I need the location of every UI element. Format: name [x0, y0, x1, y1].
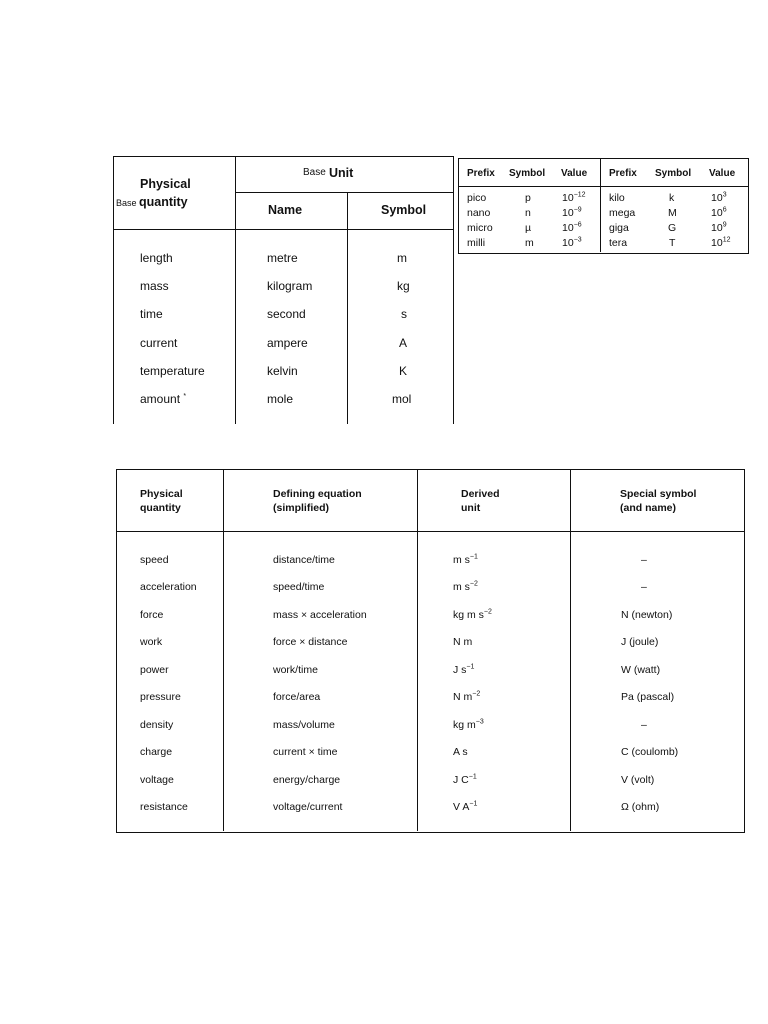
header-physical: Physical — [140, 177, 191, 191]
row-unit-symbol: s — [401, 307, 407, 321]
table-border — [113, 156, 114, 424]
header-prefix: Prefix — [467, 168, 495, 179]
prefix-symbol: T — [669, 237, 676, 249]
header-prefix: Prefix — [609, 168, 637, 179]
footnote-mark: * — [183, 393, 187, 400]
row-special-symbol: N (newton) — [621, 609, 673, 621]
header-base-unit-small: Base — [303, 167, 326, 178]
header-divider — [113, 229, 454, 230]
row-derived-unit: N $m^{-2}$ — [453, 690, 481, 703]
header-base-prefix: Base — [116, 198, 137, 208]
prefix-name: giga — [609, 222, 629, 234]
prefix-value: $10^{12}$ — [711, 236, 731, 249]
row-unit-name: kelvin — [267, 364, 298, 378]
table-border — [113, 156, 454, 157]
row-derived-unit: V $A^{-1}$ — [453, 800, 478, 813]
row-derived-unit: J $C^{-1}$ — [453, 773, 477, 786]
prefix-name: milli — [467, 237, 486, 249]
row-unit-name: ampere — [267, 336, 308, 350]
header-special-symbol: Special symbol (and name) — [620, 488, 697, 514]
row-unit-name: kilogram — [267, 279, 313, 293]
base-units-table — [113, 156, 454, 424]
row-divider — [235, 192, 454, 193]
row-unit-name: metre — [267, 251, 298, 265]
row-unit-name: second — [267, 307, 306, 321]
row-quantity: time — [140, 307, 163, 321]
row-equation: work/time — [273, 664, 318, 676]
row-special-symbol: W (watt) — [621, 664, 661, 676]
row-derived-unit: m $s^{-1}$ — [453, 553, 478, 566]
header-symbol: Symbol — [509, 168, 546, 179]
row-equation: energy/charge — [273, 774, 341, 786]
row-special-symbol: – — [641, 554, 647, 566]
column-divider — [600, 159, 601, 252]
row-quantity: pressure — [140, 691, 181, 703]
prefix-symbol: k — [669, 192, 675, 204]
header-quantity: quantity — [139, 195, 188, 209]
header-symbol: Symbol — [381, 203, 427, 217]
row-quantity: acceleration — [140, 581, 197, 593]
column-divider — [223, 470, 224, 831]
prefix-value: $10^9$ — [711, 221, 727, 234]
prefix-name: mega — [609, 207, 636, 219]
prefix-symbol: n — [525, 207, 531, 219]
prefix-value: $10^{-9}$ — [562, 206, 582, 219]
row-quantity: force — [140, 609, 164, 621]
column-divider — [347, 193, 348, 424]
row-unit-symbol: A — [399, 336, 408, 350]
prefix-value: $10^{-6}$ — [562, 221, 582, 234]
row-quantity: current — [140, 336, 178, 350]
header-derived-unit: Derived unit — [461, 488, 500, 514]
table-border — [453, 156, 454, 424]
row-special-symbol: C (coulomb) — [621, 746, 679, 758]
row-special-symbol: V (volt) — [621, 774, 655, 786]
row-derived-unit: kg m $s^{-2}$ — [453, 608, 492, 621]
row-quantity: voltage — [140, 774, 174, 786]
row-equation: distance/time — [273, 554, 335, 566]
header-physical-quantity: Physical quantity — [140, 488, 183, 514]
prefix-name: pico — [467, 192, 487, 204]
prefix-name: nano — [467, 207, 491, 219]
prefix-symbol: p — [525, 192, 531, 204]
prefix-value: $10^3$ — [711, 191, 727, 204]
row-special-symbol: Ω (ohm) — [621, 801, 660, 813]
prefix-symbol: G — [668, 222, 677, 234]
row-quantity: speed — [140, 554, 169, 566]
row-special-symbol: Pa (pascal) — [621, 691, 675, 703]
row-unit-symbol: m — [397, 251, 407, 265]
row-equation: mass × acceleration — [273, 609, 367, 621]
row-quantity: charge — [140, 746, 173, 758]
row-special-symbol: – — [641, 719, 647, 731]
prefix-value: $10^{-12}$ — [562, 191, 586, 204]
column-divider — [417, 470, 418, 831]
row-quantity: amount * — [140, 392, 187, 406]
row-special-symbol: J (joule) — [621, 636, 659, 648]
row-unit-symbol: kg — [397, 279, 410, 293]
row-equation: force × distance — [273, 636, 348, 648]
header-divider — [459, 186, 748, 187]
row-unit-symbol: K — [399, 364, 408, 378]
row-equation: force/area — [273, 691, 321, 703]
prefix-symbol: M — [668, 207, 677, 219]
column-divider — [235, 156, 236, 424]
prefix-symbol: m — [525, 237, 534, 249]
prefix-table — [458, 158, 749, 254]
prefix-value: $10^{-3}$ — [562, 236, 582, 249]
header-value: Value — [561, 168, 588, 179]
row-quantity: mass — [140, 279, 169, 293]
row-quantity: length — [140, 251, 173, 265]
row-equation: voltage/current — [273, 801, 343, 813]
prefix-name: micro — [467, 222, 493, 234]
header-divider — [117, 531, 744, 532]
row-derived-unit: m $s^{-2}$ — [453, 580, 478, 593]
row-equation: speed/time — [273, 581, 325, 593]
row-quantity: resistance — [140, 801, 188, 813]
row-equation: mass/volume — [273, 719, 335, 731]
row-quantity: work — [140, 636, 163, 648]
row-derived-unit: kg $m^{-3}$ — [453, 718, 484, 731]
column-divider — [570, 470, 571, 831]
row-quantity: temperature — [140, 364, 205, 378]
prefix-value: $10^6$ — [711, 206, 727, 219]
header-defining-equation: Defining equation (simplified) — [273, 488, 362, 514]
row-derived-unit: A s — [453, 746, 468, 758]
prefix-name: tera — [609, 237, 628, 249]
row-quantity: density — [140, 719, 174, 731]
header-base-unit: Unit — [329, 166, 354, 180]
row-unit-name: mole — [267, 392, 294, 406]
row-quantity: power — [140, 664, 169, 676]
prefix-symbol: µ — [525, 222, 532, 234]
row-special-symbol: – — [641, 581, 647, 593]
header-name: Name — [268, 203, 303, 217]
header-symbol: Symbol — [655, 168, 692, 179]
row-derived-unit: J $s^{-1}$ — [453, 663, 475, 676]
prefix-name: kilo — [609, 192, 625, 204]
row-unit-symbol: mol — [392, 392, 412, 406]
row-derived-unit: N m — [453, 636, 473, 648]
header-value: Value — [709, 168, 736, 179]
derived-units-table — [116, 469, 745, 833]
row-equation: current × time — [273, 746, 338, 758]
